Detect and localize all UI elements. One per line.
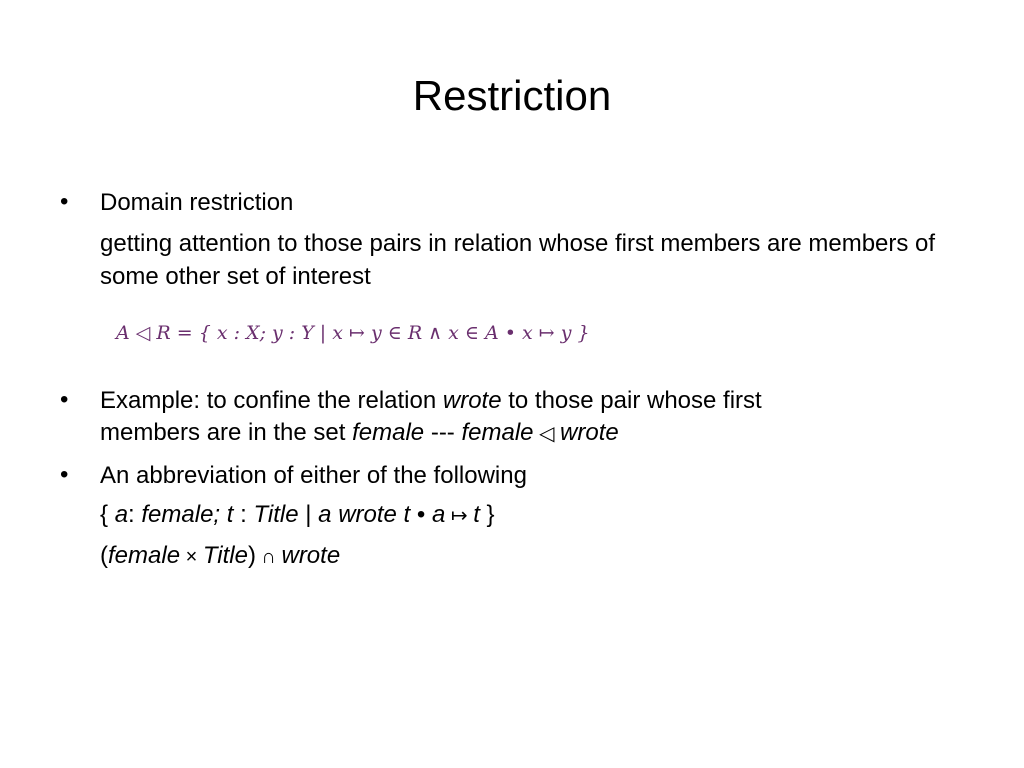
example-line-2 xyxy=(100,416,619,451)
expr2-female: female xyxy=(108,542,181,569)
set-comprehension-expression xyxy=(100,498,495,533)
expr-var-a-2: a xyxy=(431,501,446,528)
domain-restriction-formula: A ◁ R = { x : X; y : Y | x ↦ y ∈ R ∧ x ∈ A • x ↦ y } xyxy=(116,322,590,344)
slide-title: Restriction xyxy=(412,72,612,119)
expr-predicate: a wrote t xyxy=(318,501,411,528)
cartesian-intersection-expression xyxy=(100,539,340,574)
bullet-marker-3: • xyxy=(60,461,69,488)
expr-title-set: Title xyxy=(253,501,299,528)
bullet-heading-abbreviation: An abbreviation of either of the following xyxy=(100,462,527,489)
domain-restriction-symbol: ◁ xyxy=(533,423,561,445)
expr2-wrote: wrote xyxy=(281,542,341,569)
bullet-description-domain-restriction: getting attention to those pairs in relation whose first members are members of some other set of interest xyxy=(100,230,936,290)
expr-open-brace: { xyxy=(100,501,115,528)
expr2-close-paren: ) xyxy=(247,542,256,569)
expr-dot: • xyxy=(410,501,432,528)
example-set-name: female xyxy=(352,419,425,446)
cross-product-symbol: × xyxy=(180,546,203,568)
expr-colon-2: : xyxy=(233,501,254,528)
example-tail-text: to those pair whose first xyxy=(501,387,762,414)
bullet-heading-domain-restriction: Domain restriction xyxy=(100,189,294,216)
intersection-symbol: ∩ xyxy=(255,546,282,568)
expr-var-t: t xyxy=(473,501,480,528)
expr-female-decl: female; t xyxy=(141,501,234,528)
example-separator: --- xyxy=(424,419,462,446)
example-text: Example: to confine the relation xyxy=(100,387,443,414)
expr2-open-paren: ( xyxy=(100,542,108,569)
bullet-marker-1: • xyxy=(60,188,69,215)
example-set-text: members are in the set xyxy=(100,419,353,446)
expr-colon: : xyxy=(128,501,142,528)
expr-var-a: a xyxy=(114,501,129,528)
expr2-title: Title xyxy=(202,542,248,569)
bullet-marker-2: • xyxy=(60,386,69,413)
example-expr-set: female xyxy=(461,419,534,446)
example-expr-relation: wrote xyxy=(560,419,619,446)
example-line-1 xyxy=(100,384,762,417)
expr-bar: | xyxy=(298,501,319,528)
maplet-symbol: ↦ xyxy=(445,505,474,527)
example-relation-name: wrote xyxy=(442,387,502,414)
expr-close-brace: } xyxy=(479,501,495,528)
